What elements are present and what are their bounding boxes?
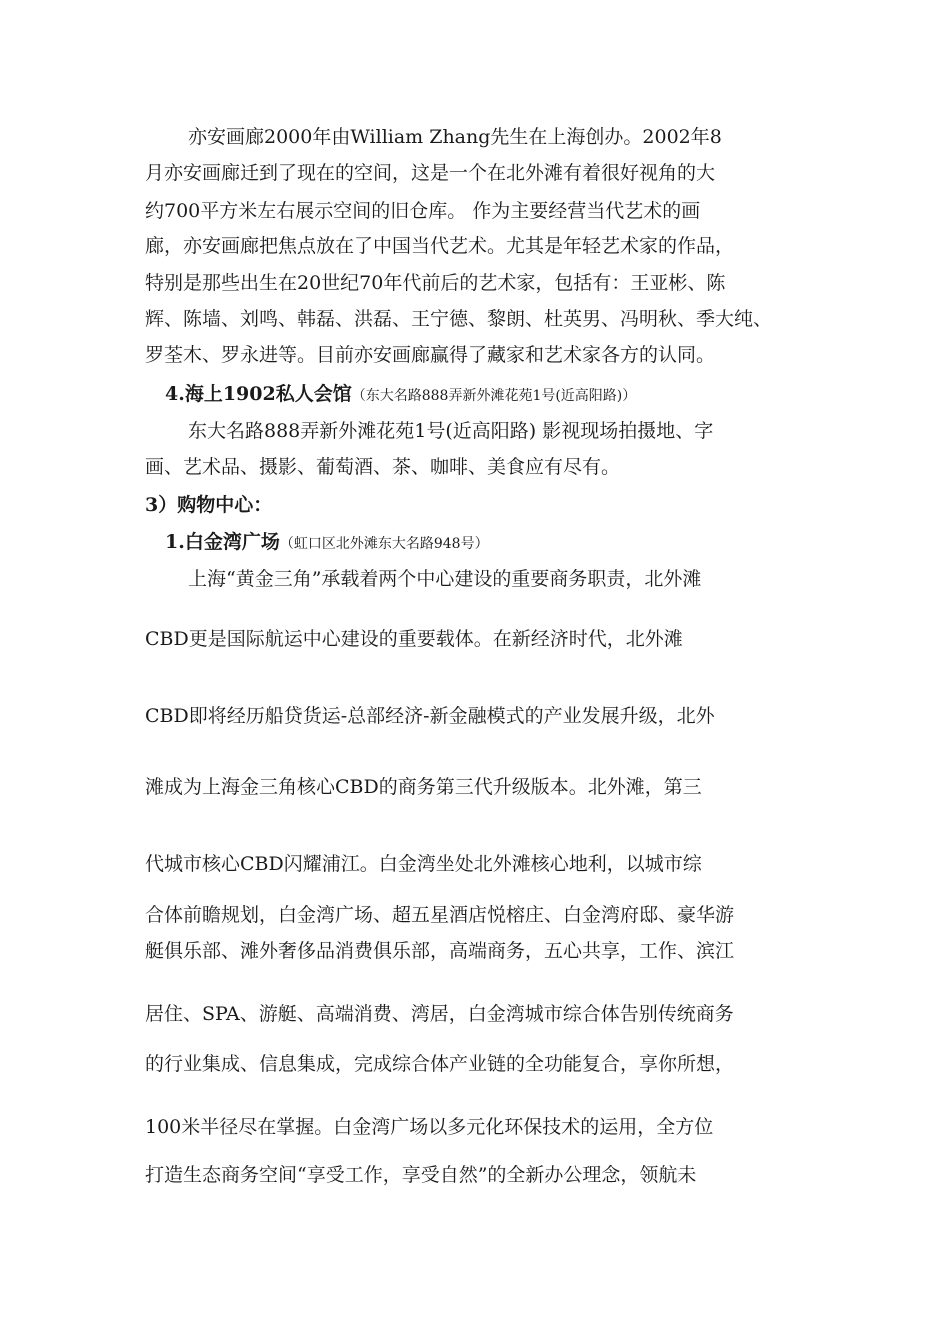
- paragraph-line: 的行业集成、信息集成，完成综合体产业链的全功能复合，享你所想，: [145, 1053, 735, 1075]
- paragraph-line: 合体前瞻规划，白金湾广场、超五星酒店悦榕庄、白金湾府邸、豪华游: [145, 904, 735, 926]
- item-heading-title: 1.白金湾广场: [165, 531, 280, 553]
- paragraph-line: 罗荃木、罗永进等。目前亦安画廊赢得了藏家和艺术家各方的认同。: [145, 344, 716, 366]
- paragraph-line: 打造生态商务空间“享受工作，享受自然”的全新办公理念，领航未: [145, 1164, 697, 1186]
- item-heading-note: （虹口区北外滩东大名路948号）: [279, 536, 489, 552]
- paragraph-line: 廊，亦安画廊把焦点放在了中国当代艺术。尤其是年轻艺术家的作品，: [145, 235, 735, 257]
- item-heading-4: [165, 385, 636, 404]
- paragraph-line: 滩成为上海金三角核心CBD的商务第三代升级版本。北外滩，第三: [145, 776, 702, 798]
- paragraph-line: 艇俱乐部、滩外奢侈品消费俱乐部，高端商务，五心共享，工作、滨江: [145, 940, 735, 962]
- paragraph-line: 代城市核心CBD闪耀浦江。白金湾坐处北外滩核心地利，以城市综: [145, 853, 702, 875]
- paragraph-line: CBD即将经历船贷货运-总部经济-新金融模式的产业发展升级，北外: [145, 705, 715, 727]
- paragraph-line: 辉、陈墙、刘鸣、韩磊、洪磊、王宁德、黎朗、杜英男、冯明秋、季大纯、: [145, 308, 773, 330]
- paragraph-line: 东大名路888弄新外滩花苑1号(近高阳路) 影视现场拍摄地、字: [188, 420, 714, 442]
- item-heading-title: 4.海上1902私人会馆: [165, 383, 352, 405]
- paragraph-line: 上海“黄金三角”承载着两个中心建设的重要商务职责，北外滩: [188, 568, 702, 590]
- paragraph-line: 约700平方米左右展示空间的旧仓库。 作为主要经营当代艺术的画: [145, 200, 701, 222]
- paragraph-line: CBD更是国际航运中心建设的重要载体。在新经济时代，北外滩: [145, 628, 683, 650]
- paragraph-line: 特别是那些出生在20世纪70年代前后的艺术家，包括有：王亚彬、陈: [145, 272, 726, 294]
- item-heading-note: （东大名路888弄新外滩花苑1号(近高阳路)）: [351, 388, 637, 404]
- paragraph-line: 月亦安画廊迁到了现在的空间，这是一个在北外滩有着很好视角的大: [145, 162, 716, 184]
- section-heading: 3）购物中心：: [145, 494, 273, 516]
- paragraph-line: 画、艺术品、摄影、葡萄酒、茶、咖啡、美食应有尽有。: [145, 456, 621, 478]
- paragraph-line: 亦安画廊2000年由William Zhang先生在上海创办。2002年8: [188, 126, 722, 148]
- paragraph-line: 100米半径尽在掌握。白金湾广场以多元化环保技术的运用，全方位: [145, 1116, 714, 1138]
- paragraph-line: 居住、SPA、游艇、高端消费、湾居，白金湾城市综合体告别传统商务: [145, 1003, 734, 1025]
- item-heading-1: [165, 533, 489, 552]
